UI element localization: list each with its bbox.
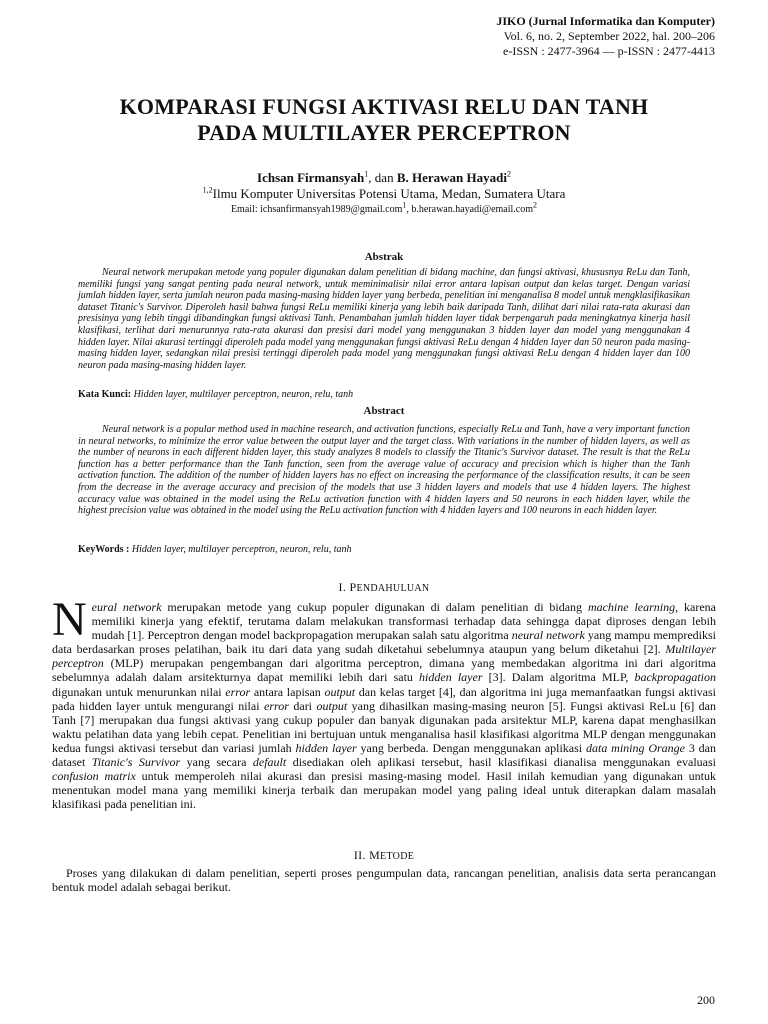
keywords-label: KeyWords : [78,544,130,555]
italic-term: error [264,698,289,713]
text-run: yang secara [180,755,253,770]
intro-text [52,593,717,812]
author-superscript: 1 [364,169,369,179]
section-title-initial: M [369,848,381,862]
italic-term: Multilayer perceptron [52,642,716,671]
affiliation [50,186,718,202]
keywords-label: Kata Kunci: [78,389,132,400]
email-address-link[interactable]: ichsanfirmansyah1989@gmail.com [260,204,403,215]
italic-term: hidden layer [419,670,483,685]
section-title-initial: P [349,580,357,594]
italic-term: neural network [511,628,585,643]
italic-term: eural network [91,600,162,614]
abstrak-heading: Abstrak [364,251,404,263]
title-line-1: KOMPARASI FUNGSI AKTIVASI RELU DAN TANH [119,94,649,119]
page-number: 200 [697,993,715,1007]
text-run: dari [288,698,317,713]
section-number: II. [353,848,370,862]
section-heading-pendahuluan [50,580,718,596]
italic-term: backpropagation [634,670,716,685]
section-number: I. [338,580,350,594]
drop-cap-letter: N [52,593,87,646]
keywords-text: Hidden layer, multilayer perceptron, neuron, relu, tanh [131,389,354,400]
abstrak-body [78,267,690,371]
text-run: yang berbeda. Dengan menggunakan aplikasi [356,740,586,755]
italic-term: error [225,684,251,699]
italic-term: confusion matrix [52,769,136,784]
text-run: untuk memperoleh nilai akurasi dan presisi masing-masing model. Hasil inilah kemudian yang digunakan untuk menentukan model mana yang memiliki kinerja terbaik dan merupakan model yang paling ideal untuk diterapkan dalam masalah klasifikasi pada penelitian ini. [52,769,717,812]
section-body-pendahuluan [52,593,717,812]
email-line [50,200,718,216]
author-separator: , dan [368,170,397,185]
keywords-text: Hidden layer, multilayer perceptron, neuron, relu, tanh [129,544,352,555]
text-run: 3 dan dataset [52,740,717,770]
keywords [78,544,690,556]
text-run: , karena memiliki kinerja yang efektif, terutama dalam melakukan transformasi terhadap data sehingga dapat diproses dengan lebih mudah [1]. Perceptron dengan model backpropagation merupakan salah satu algoritma [91,600,716,643]
author-name: B. Herawan Hayadi [396,170,507,185]
abstract-text: Neural network is a popular method used in machine research, and activation functions, especially ReLu and Tanh, have a very important function in neural networks, to minimize the error value between the output layer and the target class. With variations in the number of hidden layers, as well as the number of neurons in each different hidden layer, this study analyzes 8 models to classify the Titanic's Survivor dataset. The result is that the ReLu function has a better performance than the Tanh function, seen from the average value of accuracy and precision which is higher than the Tanh activation function. The addition of the number of hidden layers has no effect on increasing the performance of the classification results, it can be seen from the decrease in the average accuracy and precision of the models that use 3 hidden layers and models that use 4 hidden layers. The highest accuracy value was obtained in the model using the ReLu activation function with 4 hidden layers and 50 neurons in each hidden layer, while the highest precision value was obtained in the model using the ReLu activation function with 4 hidden layers and 100 neurons in each hidden layer. [78,424,690,517]
italic-term: output [316,698,348,713]
section-body-metode [52,866,716,894]
text-run: dan kelas target [4], dan algoritma ini juga memanfaatkan fungsi aktivasi pada hidden layer untuk mengurangi nilai [52,684,716,713]
italic-term: default [252,755,287,770]
italic-term: data mining Orange [585,740,685,755]
text-run: (MLP) merupakan pengembangan dari algoritma perceptron, dimana yang membedakan algoritma ini dari algoritma sebelumnya adalah dalam arsitekturnya dapat memiliki lebih dari satu [52,656,716,685]
abstract-body [78,424,690,517]
journal-volume: Vol. 6, no. 2, September 2022, hal. 200–206 [503,29,715,43]
text-run: yang dihasilkan masing-masing neuron [5]. Fungsi aktivasi ReLu [6] dan Tanh [7] merupakan dua fungsi aktivasi yang cukup populer dan banyak digunakan pada arsitektur MLP, karena dapat menghasilkan waktu pelatihan data yang lebih cepat. Penelitian ini bertujuan untuk menganalisa hasil klasifikasi algoritma MLP dengan menggunakan kedua fungsi aktivasi tersebut dan variasi jumlah [52,698,716,755]
email-address-link[interactable]: b.herawan.hayadi@email.com [411,204,534,215]
affiliation-text: Ilmu Komputer Universitas Potensi Utama, Medan, Sumatera Utara [212,186,566,201]
italic-term: hidden layer [295,740,357,755]
metode-paragraph: Proses yang dilakukan di dalam penelitian, seperti proses pengumpulan data, rancangan penelitian, analisis data serta perancangan bentuk model adalah sebagai berikut. [52,866,716,895]
text-run: disediakan oleh aplikasi tersebut, hasil klasifikasi dianalisa menggunakan evaluasi [286,755,717,770]
kata-kunci [78,389,690,401]
section-title-rest: ENDAHULUAN [356,583,430,594]
email-superscript: 2 [533,200,538,210]
section-title-rest: ETODE [380,851,415,862]
title-line-2: PADA MULTILAYER PERCEPTRON [197,120,571,145]
text-run: digunakan untuk menurunkan nilai [52,684,226,699]
intro-paragraph [52,593,717,812]
email-label: Email: [230,204,261,215]
journal-name: JIKO (Jurnal Informatika dan Komputer) [496,14,715,28]
italic-term: output [324,684,356,699]
email-superscript: 1 [402,200,407,210]
text-run: [3]. Dalam algoritma MLP, [482,670,635,685]
italic-term: machine learning [587,600,676,614]
paper-title [50,94,718,146]
author-name: Ichsan Firmansyah [257,170,365,185]
author-list [50,170,718,186]
email-separator: , [406,204,412,215]
journal-issn: e-ISSN : 2477-3964 — p-ISSN : 2477-4413 [503,44,715,58]
abstrak-text: Neural network merupakan metode yang populer digunakan dalam penelitian di bidang machine, dan fungsi aktivasi, khususnya ReLu dan Tanh, memiliki fungsi yang sangat penting pada neural network, untuk meminimalisir nilai error antara lapisan output dan kelas target. Dengan variasi jumlah hidden layer, serta jumlah neuron pada masing-masing hidden layer yang berbeda, penelitian ini menganalisa 8 model untuk mengklasifikasikan dataset Titanic's Survivor. Diperoleh hasil bahwa fungsi ReLu memiliki kinerja yang lebih baik daripada Tanh, dilihat dari nilai rata-rata akurasi dan presisinya yang lebih tinggi dibandingkan fungsi aktivasi Tanh. Penambahan jumlah hidden layer tidak berpengaruh pada meningkatnya kinerja hasil klasifikasi, terlihat dari menurunnya rata-rata akurasi dan presisi dari model yang menggunakan 3 hidden layer dan model yang menggunakan 4 hidden layer. Nilai akurasi tertinggi diperoleh pada model yang menggunakan fungsi aktivasi ReLu dengan 4 hidden layer dan 50 neuron pada masing-masing hidden layer, sedangkan nilai presisi tertinggi diperoleh pada model yang menggunakan fungsi aktivasi ReLu dengan 4 hidden layer dan 100 neuron pada masing-masing hidden layer. [78,267,690,371]
italic-term: Titanic's Survivor [91,755,181,770]
text-run: antara lapisan [250,684,325,699]
journal-header [496,14,715,59]
affiliation-superscript: 1,2 [202,185,213,195]
author-superscript: 2 [506,169,511,179]
section-heading-metode [50,848,718,864]
text-run: merupakan metode yang cukup populer digunakan di dalam penelitian di bidang [161,600,588,614]
text-run: yang mampu memprediksi data berdasarkan proses pelatihan, baik itu dari data yang sudah diketahui sebelumnya ataupun yang belum diketahui [2]. [52,628,716,657]
abstract-heading: Abstract [363,405,405,417]
